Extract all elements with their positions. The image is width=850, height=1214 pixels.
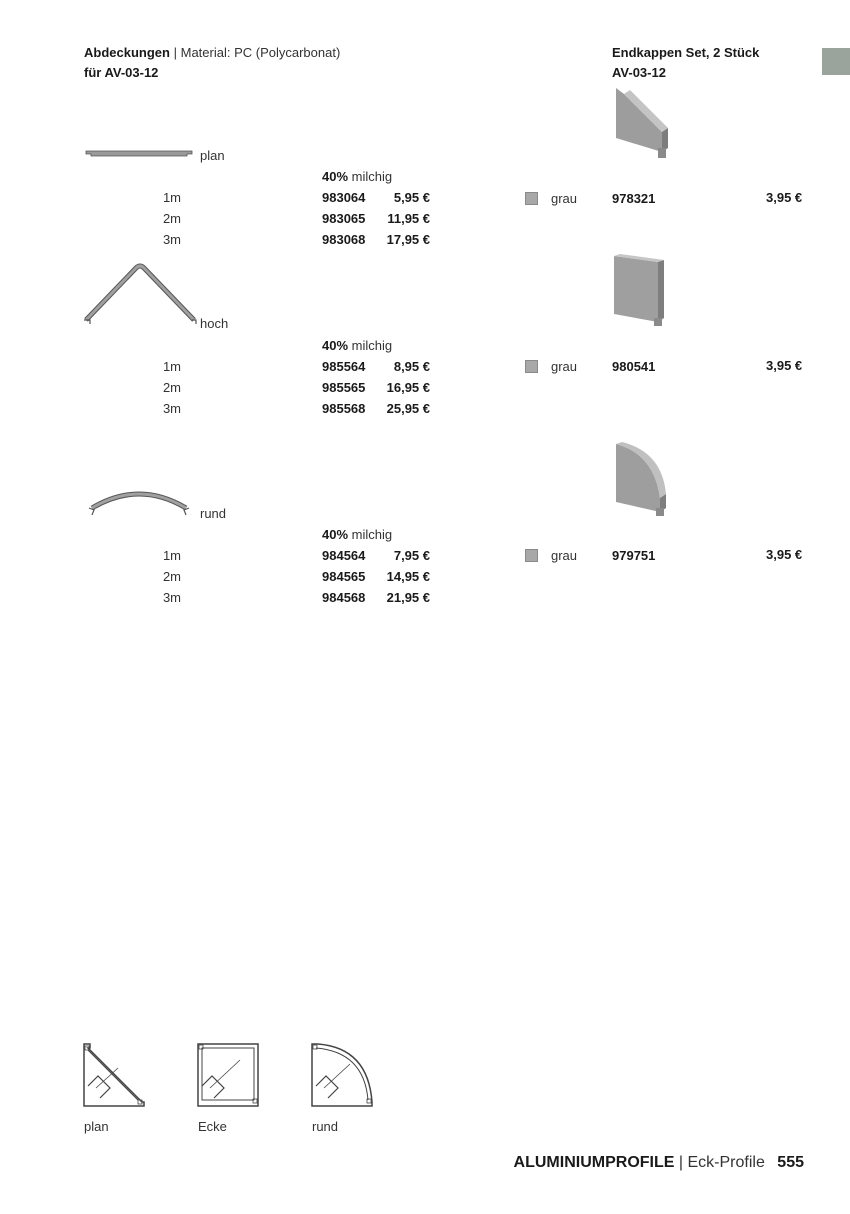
article-number: 979751: [612, 548, 656, 563]
profile-plan-crosssection: [82, 1042, 148, 1108]
price: 3,95 €: [766, 358, 803, 373]
price: 8,95 €: [393, 359, 430, 374]
article-number: 983065: [322, 211, 366, 226]
covers-for: für AV-03-12: [84, 65, 159, 80]
covers-material: Material: PC (Polycarbonat): [180, 45, 341, 60]
profile-label: rund: [312, 1119, 339, 1134]
endcap-rund-image: [608, 440, 670, 520]
footer-subsection: Eck-Profile: [687, 1154, 765, 1171]
length: 2m: [162, 569, 181, 584]
price: 11,95 €: [387, 211, 430, 226]
page-number: 555: [777, 1154, 804, 1171]
article-number: 985565: [322, 380, 366, 395]
endcaps-for: AV-03-12: [612, 65, 666, 80]
length: 2m: [162, 380, 181, 395]
price: 3,95 €: [766, 547, 803, 562]
color-swatch: [525, 360, 538, 373]
color-swatch: [525, 192, 538, 205]
price: 14,95 €: [386, 569, 430, 584]
opacity-info: [322, 527, 392, 542]
opacity-pct: 40%: [322, 527, 349, 542]
opacity-info: [322, 338, 392, 353]
length: 2m: [162, 211, 181, 226]
article-number: 985568: [322, 401, 366, 416]
cover-label: rund: [200, 506, 227, 521]
color-name: grau: [551, 191, 578, 206]
profile-label: plan: [84, 1119, 109, 1134]
profile-ecke-crosssection: [196, 1042, 262, 1108]
article-number: 984568: [322, 590, 366, 605]
profile-label: Ecke: [198, 1119, 227, 1134]
opacity-pct: 40%: [322, 169, 349, 184]
color-swatch: [525, 549, 538, 562]
chapter-tab: [822, 48, 850, 75]
endcap-plan-image: [606, 86, 672, 164]
cover-hoch-drawing: [82, 262, 198, 328]
price: 25,95 €: [386, 401, 430, 416]
opacity-text: milchig: [351, 527, 393, 542]
length: 3m: [162, 401, 181, 416]
price: 7,95 €: [393, 548, 430, 563]
endcap-ecke-image: [608, 252, 670, 328]
footer-separator: |: [678, 1154, 684, 1171]
length: 1m: [162, 359, 181, 374]
profile-rund-crosssection: [310, 1042, 376, 1108]
header-separator: |: [173, 45, 177, 60]
article-number: 983068: [322, 232, 366, 247]
article-number: 984565: [322, 569, 366, 584]
price: 3,95 €: [766, 190, 803, 205]
length: 3m: [162, 232, 181, 247]
price: 16,95 €: [386, 380, 430, 395]
opacity-text: milchig: [351, 338, 393, 353]
cover-label: hoch: [200, 316, 229, 331]
length: 3m: [162, 590, 181, 605]
article-number: 980541: [612, 359, 656, 374]
covers-title: Abdeckungen: [84, 45, 170, 60]
price: 5,95 €: [393, 190, 430, 205]
length: 1m: [162, 548, 181, 563]
endcaps-title: Endkappen Set, 2 Stück: [612, 45, 760, 60]
price: 17,95 €: [386, 232, 430, 247]
opacity-text: milchig: [351, 169, 393, 184]
page-footer: [514, 1154, 804, 1172]
article-number: 978321: [612, 191, 656, 206]
length: 1m: [162, 190, 181, 205]
color-name: grau: [551, 548, 578, 563]
cover-label: plan: [200, 148, 225, 163]
covers-header: [84, 45, 340, 60]
cover-rund-drawing: [86, 488, 192, 518]
article-number: 983064: [322, 190, 366, 205]
cover-plan-drawing: [84, 146, 194, 162]
color-name: grau: [551, 359, 578, 374]
article-number: 984564: [322, 548, 366, 563]
article-number: 985564: [322, 359, 366, 374]
footer-section: ALUMINIUMPROFILE: [513, 1154, 675, 1171]
price: 21,95 €: [386, 590, 430, 605]
opacity-pct: 40%: [322, 338, 349, 353]
opacity-info: [322, 169, 392, 184]
